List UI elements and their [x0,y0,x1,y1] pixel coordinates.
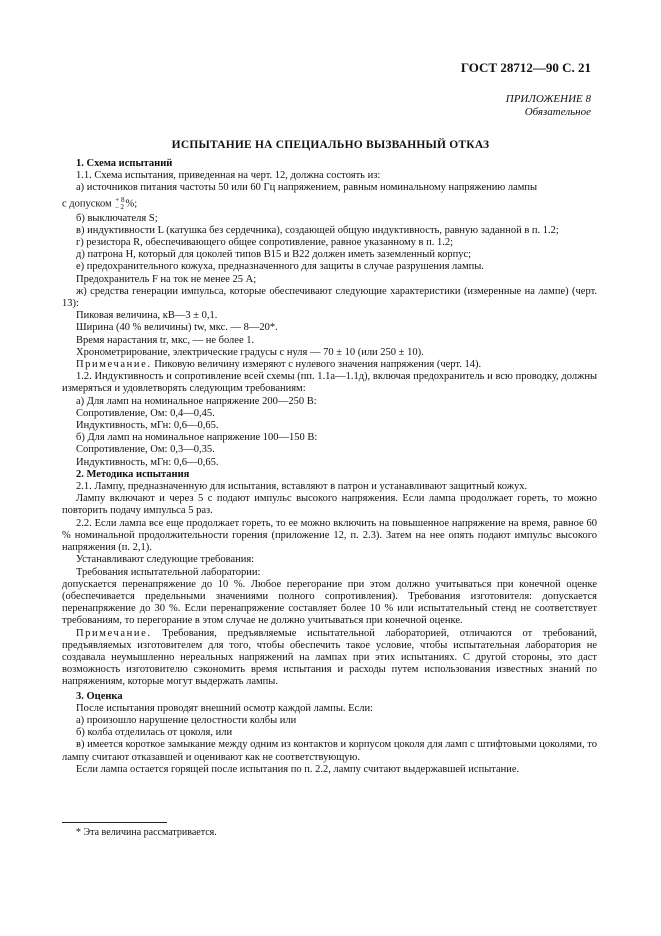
section-1-heading: 1. Схема испытаний [76,158,173,169]
appendix-block [506,93,591,119]
note-label: Примечание. [76,627,152,639]
note-label: Примечание. [76,359,152,371]
paragraph: допускается перенапряжение до 10 %. Любое перегорание при этом должно учитываться при конечной оценке (обеспечивается предельными значениями полного сопротивления). Требования изготовителя: допускается перенапряжение до 30 %. Если перенапряжение составляет более 10 % или испытательный стенд не соответствует требованиям, то перегорание в этом случае не должно учитываться при конечной оценке. [62,578,597,627]
page-title: ИСПЫТАНИЕ НА СПЕЦИАЛЬНО ВЫЗВАННЫЙ ОТКАЗ [171,139,490,151]
list-item: б) выключателя S; [76,212,158,224]
tolerance-line [62,197,597,211]
paragraph: 2.2. Если лампа все еще продолжает гореть, то ее можно включить на повышенное напряжение на время, равное 60 % номинальной продолжительности горения (приложение 12, п. 2.3). Затем на нее опять подают импульс высокого напряжения (п. 2,1). [62,517,597,554]
paragraph: Сопротивление, Ом: 0,4—0,45. [76,407,215,419]
paragraph: Ширина (40 % величины) tw, мкс. — 8—20*. [76,322,278,334]
page-header-doc-ref: ГОСТ 28712—90 С. 21 [460,60,591,75]
section-3-heading: 3. Оценка [76,690,123,702]
note-text: Пиковую величину измеряют с нулевого значения напряжения (черт. 14). [154,359,482,371]
list-item: а) Для ламп на номинальное напряжение 200—250 В: [76,395,317,407]
list-item: д) патрона H, который для цоколей типов B15 и B22 должен иметь заземленный корпус; [76,249,472,261]
tolerance-suffix: %; [125,198,138,210]
paragraph: Время нарастания tr, мкс, — не более 1. [76,334,255,346]
tolerance-minus: – 2 [115,202,125,211]
paragraph: Сопротивление, Ом: 0,3—0,35. [76,444,215,456]
note-text: Требования, предъявляемые испытательной лабораторией, отличаются от требований, предъявляемых изготовителем для того, чтобы обеспечить такое условие, чтобы испытательная лаборатория не создавала неумышленно нереальных напряжений на лампах при этих испытаниях. С другой стороны, это даст возможность изготовителю сэкономить время испытания и расходы путем использования известных знаний по напряжениям, которые могут выдержать лампы. [62,627,597,688]
paragraph: Если лампа остается горящей после испытания по п. 2.2, лампу считают выдержавшей испытание. [76,763,520,775]
paragraph: Лампу включают и через 5 с подают импульс высокого напряжения. Если лампа продолжает гореть, то можно повторить подачу импульса 5 раз. [62,493,597,517]
list-item: г) резистора R, обеспечивающего общее сопротивление, равное указанному в п. 1.2; [76,237,454,249]
paragraph: 1.2. Индуктивность и сопротивление всей схемы (пп. 1.1а—1.1д), включая предохранитель и всю проводку, должны измеряться и удовлетворять следующим требованиям: [62,371,597,395]
note [62,628,597,689]
paragraph: Индуктивность, мГн: 0,6—0,65. [76,456,219,468]
paragraph: 2.1. Лампу, предназначенную для испытания, вставляют в патрон и устанавливают защитный кожух. [76,481,528,493]
document-body [62,158,597,776]
list-item: а) источников питания частоты 50 или 60 Гц напряжением, равным номинальному напряжению лампы [76,182,538,194]
list-item: в) имеется короткое замыкание между одним из контактов и корпусом цоколя для ламп с штифтовыми цоколями, то лампу считают отказавшей и оценивают как не соответствующую. [62,739,597,763]
list-item: б) Для ламп на номинальное напряжение 100—150 В: [76,432,318,444]
paragraph: Требования испытательной лаборатории: [76,566,261,578]
footnote-divider [62,822,167,823]
paragraph: 1.1. Схема испытания, приведенная на черт. 12, должна состоять из: [76,170,381,182]
appendix-label: ПРИЛОЖЕНИЕ 8 [505,93,591,105]
paragraph: Предохранитель F на ток не менее 25 А; [76,273,257,285]
list-item: ж) средства генерации импульса, которые обеспечивают следующие характеристики (измеренные на лампе) (черт. 13): [62,285,597,310]
tolerance-prefix: с допуском [62,198,112,210]
paragraph: Индуктивность, мГн: 0,6—0,65. [76,420,219,432]
paragraph: Пиковая величина, кВ—3 ± 0,1. [76,310,218,322]
list-item: е) предохранительного кожуха, предназначенного для защиты в случае разрушения лампы. [76,261,484,273]
appendix-status: Обязательное [524,106,591,118]
list-item: в) индуктивности L (катушка без сердечника), создающей общую индуктивность, равную заданной в п. 1.2; [76,224,559,236]
paragraph: Хронометрирование, электрические градусы с нуля — 70 ± 10 (или 250 ± 10). [76,346,424,358]
paragraph: После испытания проводят внешний осмотр каждой лампы. Если: [76,702,373,714]
tolerance-values [115,197,124,211]
list-item: а) произошло нарушение целостности колбы или [76,714,297,726]
tolerance-plus: + 8 [115,195,125,204]
list-item: б) колба отделилась от цоколя, или [76,727,233,739]
section-2-heading: 2. Методика испытания [76,468,190,480]
footnote: * Эта величина рассматривается. [76,827,217,838]
paragraph: Устанавливают следующие требования: [76,554,255,566]
note [62,359,597,371]
